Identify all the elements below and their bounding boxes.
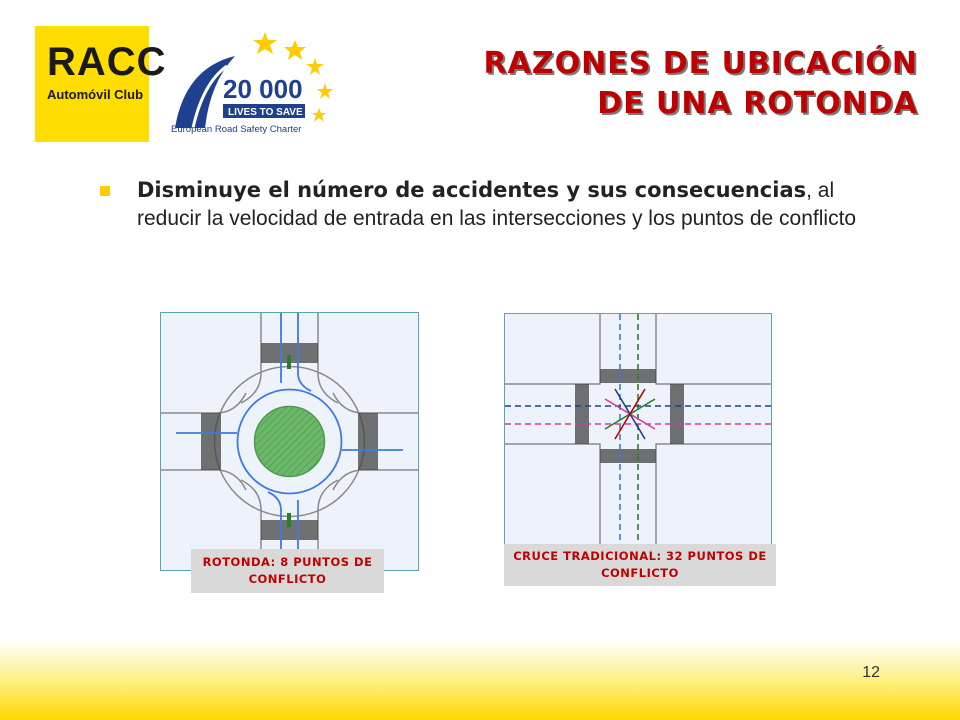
racc-logo: [35, 26, 167, 142]
crossing-drawing: [505, 314, 771, 554]
bullet-strong-text: Disminuye el número de accidentes y sus consecuencias: [137, 178, 807, 202]
roundabout-diagram: [160, 312, 419, 571]
charter-tagline: LIVES TO SAVE: [228, 107, 303, 118]
roundabout-island: [255, 407, 325, 477]
road-safety-charter-logo: [165, 28, 355, 138]
roundabout-drawing: [161, 313, 418, 570]
charter-number: 20 000: [223, 74, 303, 104]
bullet-item: [100, 176, 860, 233]
bullet-square-icon: [100, 186, 110, 196]
roundabout-caption: ROTONDA: 8 PUNTOS DE CONFLICTO: [191, 549, 384, 593]
crossing-diagram: [504, 313, 772, 555]
bullet-text: [137, 176, 860, 233]
footer-band: [0, 640, 960, 720]
bullet-rest-text: , al reducir la velocidad de entrada en las intersecciones y los puntos de conflicto: [137, 179, 857, 230]
title-line-1: RAZONES DE UBICACIÓN: [483, 46, 918, 81]
charter-name: European Road Safety Charter: [171, 124, 302, 135]
page-number: 12: [862, 664, 880, 681]
racc-logo-text: RACC: [47, 40, 167, 84]
racc-logo-subtitle: Automóvil Club: [47, 87, 144, 102]
crossing-caption: CRUCE TRADICIONAL: 32 PUNTOS DE CONFLICTO: [504, 544, 776, 586]
page-title: [484, 44, 918, 124]
title-line-2: DE UNA ROTONDA: [597, 86, 918, 121]
